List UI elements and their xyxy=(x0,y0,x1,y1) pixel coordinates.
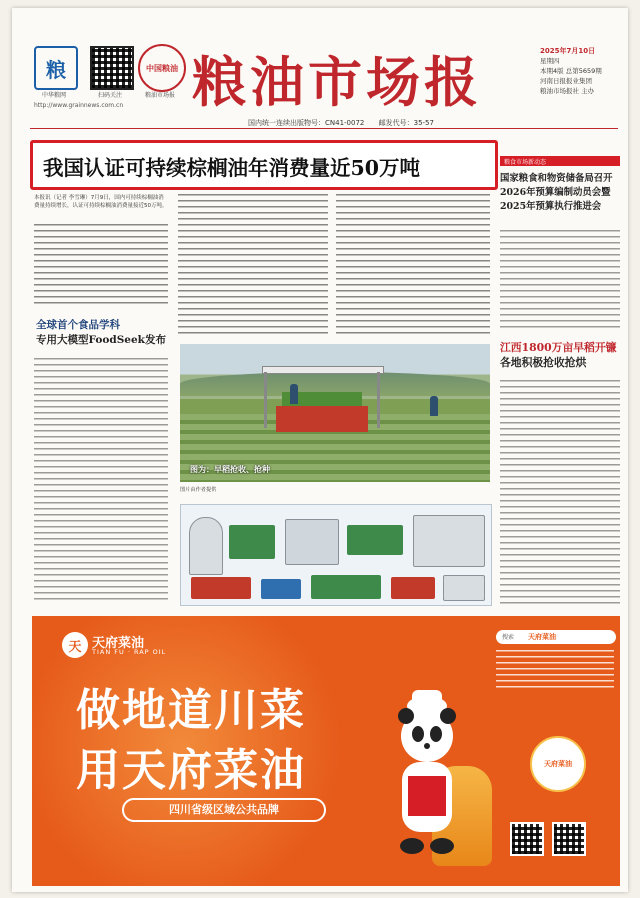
grainnews-logo: 粮 xyxy=(34,46,78,90)
ad-slogan-line1: 做地道川菜 xyxy=(76,685,306,736)
loader-icon xyxy=(311,575,381,599)
story2-title-line2: 专用大模型FoodSeek发布 xyxy=(36,334,166,346)
dryer-icon xyxy=(285,519,339,565)
photo-overlay-text: 图为：早稻抢收、抢种 xyxy=(190,465,270,474)
qr-code-icon[interactable] xyxy=(510,822,544,856)
ad-small-text xyxy=(496,650,614,690)
masthead xyxy=(12,8,628,127)
lead-column-2 xyxy=(178,194,328,334)
lead-column-3 xyxy=(336,194,490,334)
weekday: 星期四 xyxy=(540,57,560,65)
publisher: 粮油市场报社 主办 xyxy=(540,87,595,95)
date-block xyxy=(540,46,624,96)
group-name: 河南日报报业集团 xyxy=(540,77,592,85)
machine-icon xyxy=(229,525,275,559)
conveyor-icon xyxy=(261,579,301,599)
issue-number: 本期4版 总第5659期 xyxy=(540,67,602,75)
ad-slogan-line2: 用天府菜油 xyxy=(76,745,306,796)
newspaper-page xyxy=(12,8,628,892)
qr-caption: 扫码关注 xyxy=(97,92,122,99)
warehouse-icon xyxy=(413,515,485,567)
postal-code: 邮发代号：35-57 xyxy=(378,119,434,127)
lead-headline: 我国认证可持续棕榈油年消费量近50万吨 xyxy=(43,156,421,180)
story2-title[interactable] xyxy=(36,318,170,348)
equipment-diagram xyxy=(180,504,492,606)
issue-date: 2025年7月10日 xyxy=(540,47,596,55)
tianfu-logo-icon: 天 xyxy=(62,632,88,658)
ad-brand-pill: 四川省级区域公共品牌 xyxy=(122,798,326,822)
qr-code-icon[interactable] xyxy=(90,46,134,90)
search-value: 天府菜油 xyxy=(528,633,556,641)
qr-code-icon[interactable] xyxy=(552,822,586,856)
right-story2-body xyxy=(500,380,620,604)
right-story1-title[interactable]: 国家粮食和物资储备局召开2026年预算编制动员会暨2025年预算执行推进会 xyxy=(500,173,613,212)
ad-brand-en: TIAN FU · RAP OIL xyxy=(92,648,167,656)
tianfu-oil-advertisement[interactable] xyxy=(32,616,620,886)
lead-headline-box[interactable] xyxy=(30,140,498,190)
crane-icon xyxy=(391,577,435,599)
truck-icon xyxy=(347,525,403,555)
publication-info xyxy=(248,118,446,128)
tank-icon xyxy=(443,575,485,601)
ad-quality-badge: 天府菜油 xyxy=(530,736,586,792)
right-story2-line2: 各地积极抢收抢烘 xyxy=(500,356,587,369)
seal-icon: 中国粮油 xyxy=(138,44,186,92)
story2-title-line1: 全球首个食品学科 xyxy=(36,319,120,331)
cn-number: 国内统一连续出版物号：CN41-0072 xyxy=(248,119,365,127)
farmer-figure xyxy=(430,396,438,416)
lead-intro: 本报讯（记者 李雪琳）7月9日，国内可持续棕榈油消费量持续增长，认证可持续棕榈油消费量接近50万吨。 xyxy=(34,195,168,209)
photo-caption: 图片由作者提供 xyxy=(180,487,217,493)
ad-search-box[interactable] xyxy=(496,630,616,644)
harvester-icon xyxy=(191,577,251,599)
search-label: 搜索 xyxy=(502,634,515,641)
masthead-rule xyxy=(30,128,618,129)
story2-body xyxy=(34,358,168,604)
transplanter-machine xyxy=(262,366,382,436)
logo-caption: 中华粮网 xyxy=(41,92,66,99)
right-story2-line1: 江西1800万亩早稻开镰 xyxy=(500,341,617,354)
panda-chef-icon xyxy=(382,676,472,866)
right-story1-body xyxy=(500,230,620,330)
ad-brand: 天府菜油 xyxy=(92,636,145,651)
website-url[interactable]: http://www.grainnews.com.cn xyxy=(34,102,124,109)
lead-column-1 xyxy=(34,224,168,308)
farmer-figure xyxy=(290,384,298,404)
seal-caption: 粮油市场报 xyxy=(144,92,175,99)
section-label-bar: 粮食市场新动态 xyxy=(500,156,620,166)
newspaper-title: 粮油市场报 xyxy=(192,50,482,114)
rice-harvest-photo xyxy=(180,344,490,482)
silo-icon xyxy=(189,517,223,575)
right-story2-title[interactable] xyxy=(500,340,624,370)
